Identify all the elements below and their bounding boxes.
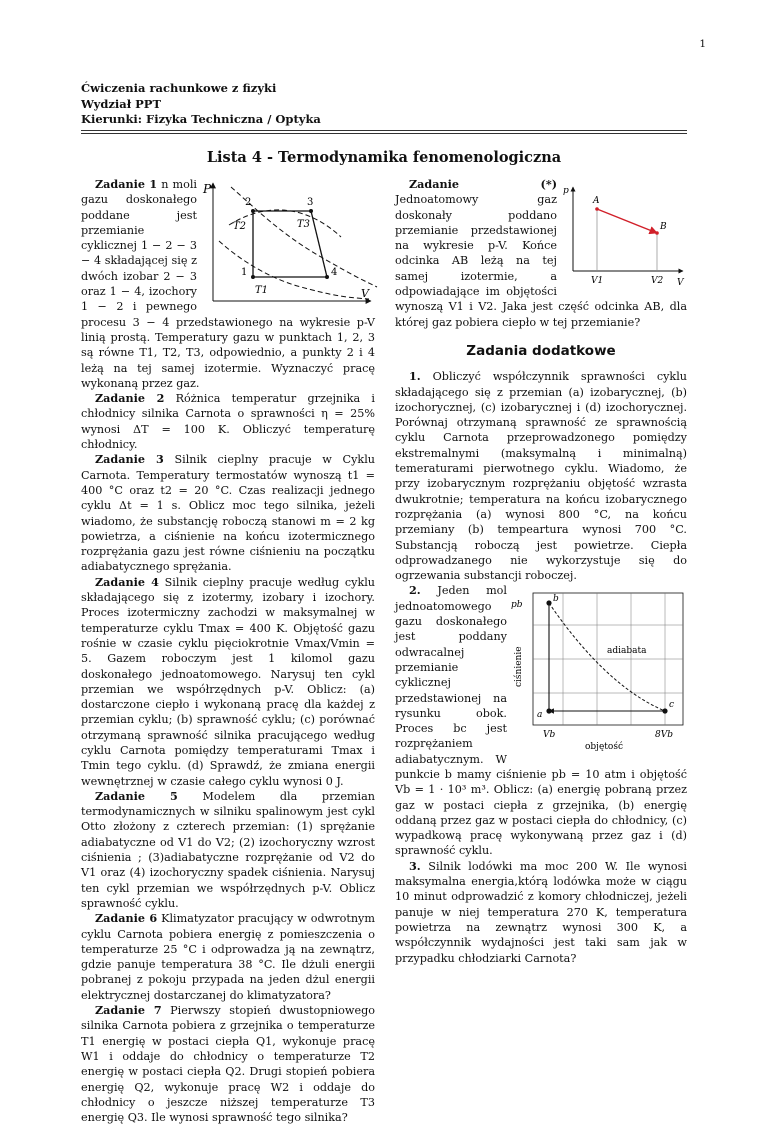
problem-4-text: Silnik cieplny pracuje według cyklu składającego się z izotermy, izobary i izochory. Proces izotermiczny zachodzi w maksymalnej w temperaturze cyklu Tmax = 400 K. Objętość gazu rośnie w czasie cyklu pięciokrotnie Vmax/Vmin = 5. Gazem roboczym jest 1 kilomol gazu doskonałego jednoatomowego. Narysuj ten cykl przemian we współrzędnych p-V. Oblicz: (a) dostarczone ciepło i wykonaną pracę dla każdej z przemian cyklu; (b) sprawność cyklu; (c) porównać otrzymaną sprawność silnika pracującego według cyklu Carnota pomiędzy temperaturami Tmax i Tmin tego cyklu. (d) Sprawdź, że zmiana energii wewnętrznej w czasie całego cyklu wynosi 0 J. xyxy=(81,575,376,788)
fig2-label-v1: V1 xyxy=(591,276,604,286)
problem-6 xyxy=(81,911,375,1003)
point-4 xyxy=(325,275,329,279)
fig1-label-t1: T1 xyxy=(255,285,269,296)
fig1-label-3: 3 xyxy=(307,197,314,208)
additional-2 xyxy=(395,583,687,858)
point-b xyxy=(546,601,551,606)
point-2 xyxy=(251,209,255,213)
problem-4 xyxy=(81,575,375,789)
fig2-label-v2: V2 xyxy=(651,276,664,286)
course-header xyxy=(81,81,321,128)
point-a xyxy=(595,207,599,211)
header-line-programs: Kierunki: Fizyka Techniczna / Optyka xyxy=(81,112,321,126)
additional-1-label: 1. xyxy=(409,369,421,384)
fig2-axis-p: p xyxy=(563,186,569,196)
path-b-c-adiabat xyxy=(549,603,665,711)
additional-2-label: 2. xyxy=(409,583,421,598)
problem-7-label: Zadanie 7 xyxy=(95,1003,162,1018)
figure-segment-ab xyxy=(561,183,687,287)
additional-1-text: Obliczyć współczynnik sprawności cyklu składającego się z przemian (a) izobarycznej, (b) izochorycznej, (c) izobarycznej i (d) izochorycznej. Porównaj otrzymaną sprawność ze sprawnością cyklu Carnota przeprowadzonego pomiędzy ekstremalnymi (maksymalną i minimalną) temeraturami pierwotnego cyklu. Wiadomo, że przy izobarycznym rozprężaniu objętość wzrasta dwukrotnie; temperatura na końcu izobarycznego rozprężania (a) wynosi 800 °C, na końcu przemiany (b) tempeartura wynosi 700 °C. Substancją roboczą jest powietrze. Ciepła odprowadzanego nie wykorzystuje się do ogrzewania substancji roboczej. xyxy=(395,370,687,583)
header-line-course: Ćwiczenia rachunkowe z fizyki xyxy=(81,81,277,95)
header-rule-top xyxy=(81,130,687,131)
figure-cycle-abc xyxy=(509,587,687,753)
point-1 xyxy=(251,275,255,279)
segment-ab xyxy=(597,209,657,233)
right-column xyxy=(395,177,687,966)
fig1-label-t3: T3 xyxy=(297,219,311,230)
fig2-label-a: A xyxy=(593,196,600,206)
fig3-label-b: b xyxy=(553,594,559,605)
problem-3-label: Zadanie 3 xyxy=(95,452,164,467)
additional-3 xyxy=(395,859,687,966)
fig3-label-pb: pb xyxy=(511,600,523,611)
fig3-label-8vb: 8Vb xyxy=(655,730,673,741)
fig3-label-a: a xyxy=(537,710,543,721)
additional-3-text: Silnik lodówki ma moc 200 W. Ile wynosi maksymalna energia,którą lodówka może w ciągu 10 minut odprowadzić z komory chłodniczej, jeżeli panuje w niej temperatura 270 K, temperatura powietrza na zewnątrz wynosi 300 K, a współczynnik wydajności jest taki sam jak w przypadku chłodziarki Carnota? xyxy=(395,859,687,965)
fig1-axis-v: V xyxy=(361,287,369,300)
fig3-label-vb: Vb xyxy=(543,730,556,741)
problem-5-text: Modelem dla przemian termodynamicznych w silniku spalinowym jest cykl Otto złożony z czterech przemian: (1) sprężanie adiabatyczne od V1 do V2; (2) izochoryczny wzrost ciśnienia ; (3)adiabatyczne rozprężanie od V2 do V1 oraz (4) izochoryczny spadek ciśnienia. Narysuj ten cykl przemian we współrzędnych p-V. Oblicz sprawność cyklu. xyxy=(81,789,375,910)
problem-2-label: Zadanie 2 xyxy=(95,391,165,406)
page-title: Lista 4 - Termodynamika fenomenologiczna xyxy=(206,149,562,166)
figure-cycle-1234 xyxy=(201,179,379,307)
fig3-axis-pressure: ciśnienie xyxy=(514,646,524,688)
fig1-label-t2: T2 xyxy=(233,221,247,232)
problem-5 xyxy=(81,789,375,911)
problem-6-text: Klimatyzator pracujący w odwrotnym cyklu Carnota pobiera energię z pomieszczenia o temperaturze 25 °C i odprowadza ją na zewnątrz, gdzie panuje temperatura 38 °C. Ile dżuli energii pobranej z pokoju przypada na jeden dżul energii elektrycznej dostarczanej do klimatyzatora? xyxy=(81,912,375,1002)
additional-3-label: 3. xyxy=(409,858,421,873)
problem-star-label: Zadanie (*) xyxy=(409,177,557,191)
point-a xyxy=(546,709,551,714)
problem-1 xyxy=(81,177,375,391)
problem-1-text: n moli gazu doskonałego poddane jest przemianie cyklicznej 1 − 2 − 3 − 4 składającej się z dwóch izobar 2 − 3 oraz 1 − 4, izochory 1 − 2 i pewnego procesu 3 − 4 przedstawionego na wykresie p-V linią prostą. Temperatury gazu w punktach 1, 2, 3 są równe T1, T2, T3, odpowiednio, a punkty 2 i 4 leżą na tej samej izotermie. Wyznaczyć pracę wykonaną przez gaz. xyxy=(81,178,375,390)
problem-4-label: Zadanie 4 xyxy=(95,574,159,589)
problem-7-text: Pierwszy stopień dwustopniowego silnika Carnota pobiera z grzejnika o temperaturze T1 energię w postaci ciepła Q1, wykonuje pracę W1 i oddaje do chłodnicy o temperaturze T2 energię w postaci ciepła Q2. Drugi stopień pobiera energię Q2, wykonuje pracę W2 i oddaje do chłodnicy o jeszcze niższej temperaturze T3 energię Q3. Ile wynosi sprawność tego silnika? xyxy=(81,1004,375,1125)
problem-5-label: Zadanie 5 xyxy=(95,788,178,803)
point-3 xyxy=(309,209,313,213)
problem-1-label: Zadanie 1 xyxy=(95,177,158,191)
point-c xyxy=(662,709,667,714)
point-b xyxy=(655,231,659,235)
fig3-label-adiabat: adiabata xyxy=(607,646,647,657)
path-3-4 xyxy=(311,211,327,277)
problem-3 xyxy=(81,452,375,574)
left-column xyxy=(81,177,375,1125)
additional-1 xyxy=(395,369,687,583)
fig1-label-4: 4 xyxy=(331,267,338,278)
page-number: 1 xyxy=(699,38,706,50)
fig2-label-b: B xyxy=(660,222,667,232)
problem-3-text: Silnik cieplny pracuje w Cyklu Carnota. Temperatury termostatów wynoszą t1 = 400 °C oraz t2 = 20 °C. Czas realizacji jednego cyklu Δt = 1 s. Oblicz moc tego silnika, jeżeli wiadomo, że substancję roboczą stanowi m = 2 kg powietrza, a ciśnienie na końcu izotermicznego rozprężania gazu jest równe ciśnieniu na początku adiabatycznego sprężania. xyxy=(81,453,375,574)
additional-2-text: Jeden mol jednoatomowego gazu doskonałego jest poddany odwracalnej przemianie cyklicznej przedstawionej na rysunku obok. Proces bc jest rozprężaniem adiabatycznym. W punkcie b mamy ciśnienie pb = 10 atm i objętość Vb = 1 · 10³ m³. Oblicz: (a) energię pobraną przez gaz w postaci ciepła z grzejnika, (b) energię oddaną przez gaz w postaci ciepła do chłodnicy, (c) wypadkową pracę wykonywaną przez gaz i (d) sprawność cyklu. xyxy=(395,584,687,858)
problem-7 xyxy=(81,1003,375,1125)
fig2-axis-v: V xyxy=(677,278,684,287)
fig1-axis-p: P xyxy=(203,182,212,196)
fig1-label-1: 1 xyxy=(241,267,248,278)
problem-star-text: Jednoatomowy gaz doskonały poddano przemianie przedstawionej na wykresie p-V. Końce odcinka AB leżą na tej samej izotermie, a odpowiadające im objętości wynoszą V1 i V2. Jaka jest część odcinka AB, dla której gaz pobiera ciepło w tej przemianie? xyxy=(395,193,687,329)
fig1-label-2: 2 xyxy=(245,197,252,208)
problem-star xyxy=(395,177,687,330)
problem-2-text: Różnica temperatur grzejnika i chłodnicy silnika Carnota o sprawności η = 25% wynosi ΔT = 100 K. Obliczyć temperaturę chłodnicy. xyxy=(81,392,375,452)
section-title-additional: Zadania dodatkowe xyxy=(466,342,616,359)
problem-6-label: Zadanie 6 xyxy=(95,911,158,926)
fig3-axis-volume: objętość xyxy=(585,742,623,753)
header-line-faculty: Wydział PPT xyxy=(81,96,162,111)
header-rule-bottom xyxy=(81,133,687,134)
fig3-label-c: c xyxy=(669,700,675,711)
problem-2 xyxy=(81,391,375,452)
